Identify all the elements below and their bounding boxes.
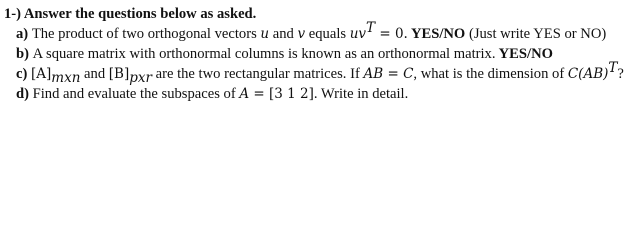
question-a-text-3: equals: [305, 26, 350, 42]
question-a-equals-zero: = 0.: [375, 26, 408, 42]
question-c-expr-dim: C(AB): [567, 66, 609, 82]
question-a-transpose: T: [366, 20, 376, 37]
question-a-answer-choice: YES/NO: [410, 26, 466, 42]
question-c-expr-ab: AB: [363, 66, 384, 82]
question-a-text-2: and: [269, 26, 298, 42]
question-c-equals: =: [383, 66, 404, 82]
question-a: [4, 20, 636, 44]
question-c-matrix-a-size: mxn: [51, 69, 81, 86]
question-a-expr-uv: uv: [349, 26, 367, 42]
question-c-matrix-b-size: pxr: [129, 69, 152, 86]
question-d-text-2: . Write in detail.: [313, 86, 409, 102]
question-b: [4, 44, 636, 64]
question-a-var-v: v: [297, 26, 306, 42]
question-a-label: a): [16, 26, 29, 42]
question-d-matrix: [3 1 2]: [268, 86, 314, 102]
question-c-label: c): [16, 66, 28, 82]
question-c-transpose: T: [608, 60, 618, 77]
question-d-label: d): [16, 86, 29, 102]
question-c-matrix-a: [A]: [31, 66, 52, 82]
question-d-equals: =: [249, 86, 269, 102]
question-d-var-a: A: [239, 86, 250, 102]
question-c-matrix-b: [B]: [108, 66, 130, 82]
question-b-label: b): [16, 46, 29, 62]
question-document: [4, 4, 636, 104]
question-c-question-mark: ?: [617, 66, 624, 82]
question-b-answer-choice: YES/NO: [498, 46, 553, 62]
question-heading: 1-) Answer the questions below as asked.: [4, 6, 257, 22]
question-a-var-u: u: [260, 26, 270, 42]
question-c-var-c: C: [403, 66, 414, 82]
question-c-text-1: are the two rectangular matrices. If: [151, 66, 364, 82]
question-a-note: (Just write YES or NO): [468, 26, 607, 42]
question-d: [4, 84, 636, 104]
question-c-text-2: , what is the dimension of: [413, 66, 568, 82]
question-d-text-1: Find and evaluate the subspaces of: [32, 86, 240, 102]
question-c-and: and: [80, 66, 109, 82]
question-b-text: A square matrix with orthonormal columns is known as an orthonormal matrix.: [32, 46, 496, 62]
question-c: [4, 60, 636, 86]
question-a-text-1: The product of two orthogonal vectors: [31, 26, 261, 42]
